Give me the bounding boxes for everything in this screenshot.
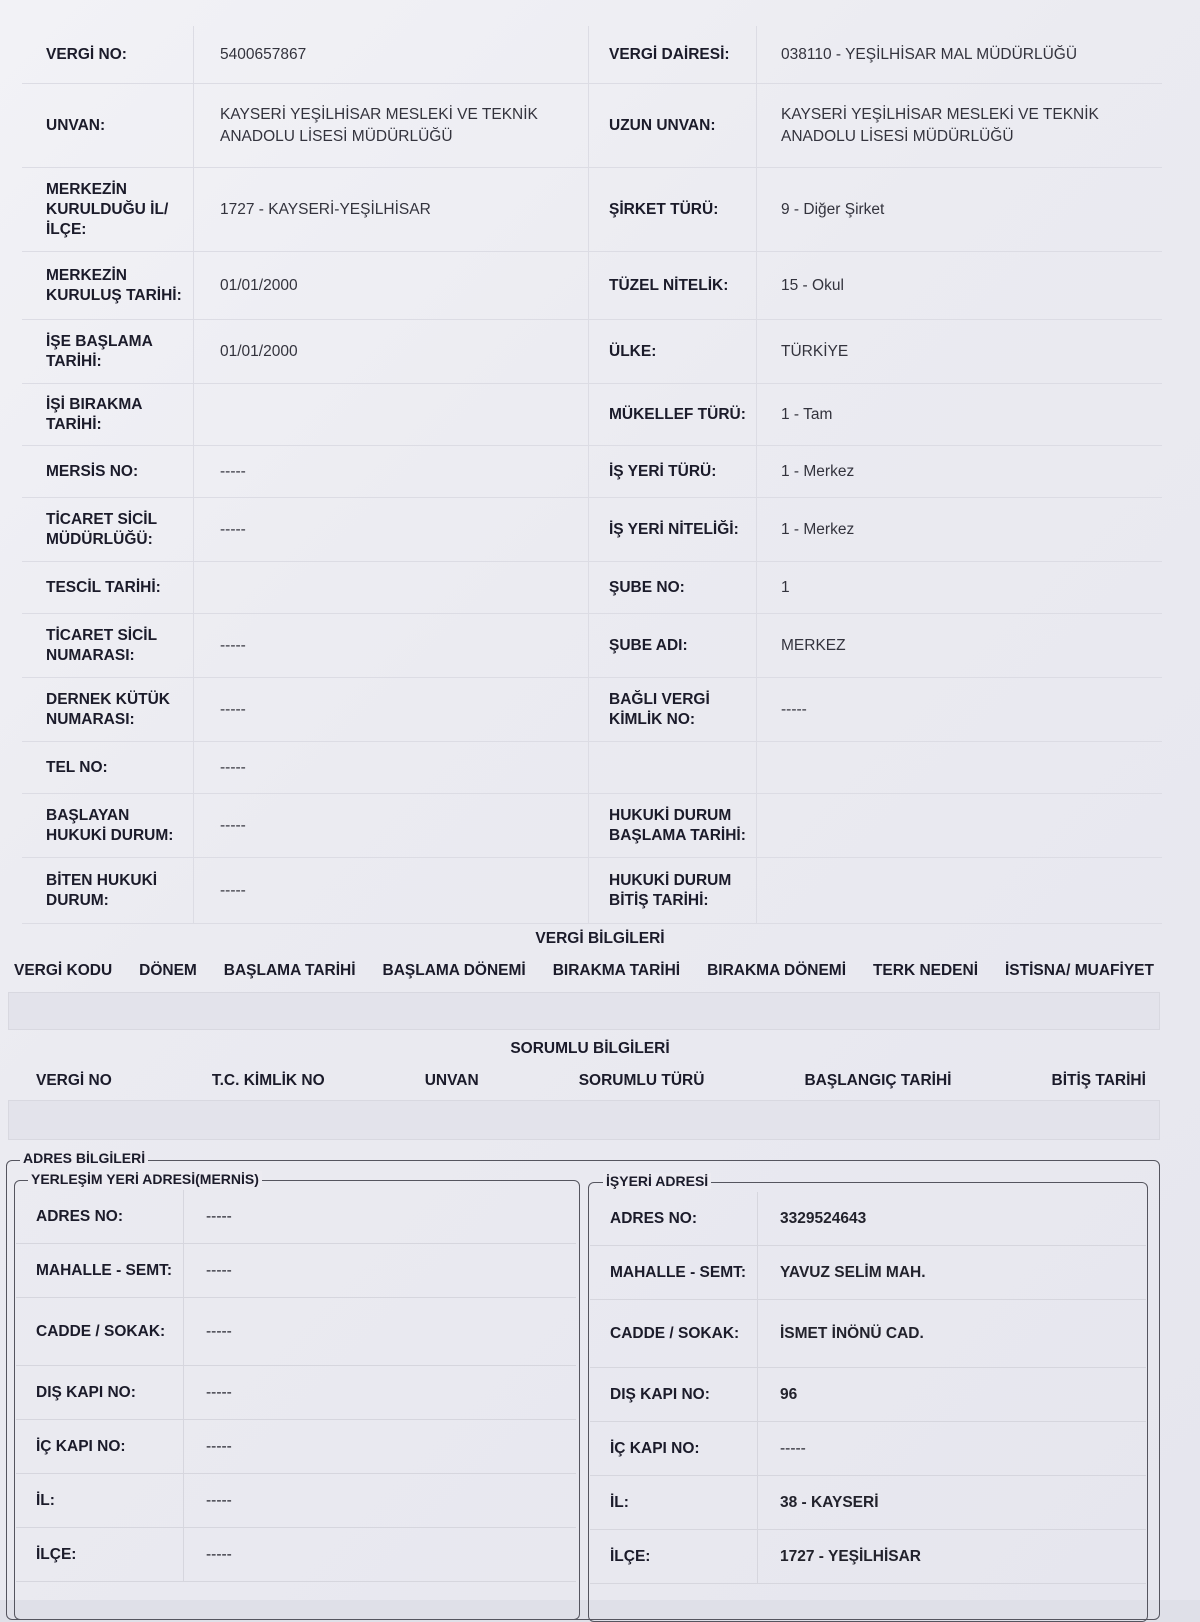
info-value: ----- bbox=[220, 520, 246, 538]
address-row bbox=[16, 1366, 576, 1420]
info-label-cell bbox=[589, 168, 757, 251]
info-value-cell bbox=[194, 562, 589, 613]
address-label bbox=[590, 1368, 758, 1421]
info-label-cell bbox=[589, 562, 757, 613]
info-label: TÜZEL NİTELİK: bbox=[609, 276, 729, 294]
address-label bbox=[590, 1476, 758, 1529]
info-value-cell bbox=[194, 678, 589, 741]
info-value-cell bbox=[194, 614, 589, 677]
info-label: TİCARET SİCİL MÜDÜRLÜĞÜ: bbox=[46, 510, 157, 548]
info-label-cell bbox=[589, 252, 757, 319]
info-value-cell bbox=[194, 742, 589, 793]
info-value: 1 - Tam bbox=[781, 405, 833, 423]
info-value-cell bbox=[194, 168, 589, 251]
address-value: 1727 - YEŞİLHİSAR bbox=[780, 1547, 921, 1565]
address-value: ----- bbox=[206, 1261, 232, 1279]
workplace-address-title: İŞYERİ ADRESİ bbox=[603, 1173, 711, 1189]
info-label-cell bbox=[22, 794, 194, 857]
address-label-text: İLÇE: bbox=[36, 1545, 77, 1563]
residence-address-table bbox=[16, 1190, 576, 1582]
info-label: HUKUKİ DURUM BİTİŞ TARİHİ: bbox=[609, 871, 732, 909]
info-label-cell bbox=[22, 858, 194, 923]
info-label-cell bbox=[589, 614, 757, 677]
column-header: UNVAN bbox=[424, 1072, 479, 1089]
info-value: ----- bbox=[781, 700, 807, 718]
address-row bbox=[590, 1192, 1146, 1246]
info-value: 1727 - KAYSERİ-YEŞİLHİSAR bbox=[220, 200, 431, 218]
info-row bbox=[22, 320, 1162, 384]
info-label-cell bbox=[589, 742, 757, 793]
column-header: BAŞLAMA DÖNEMİ bbox=[382, 962, 526, 979]
responsible-info-column-headers bbox=[36, 1072, 1146, 1090]
info-label-cell bbox=[22, 26, 194, 83]
info-value: 5400657867 bbox=[220, 45, 307, 63]
info-value: 1 - Merkez bbox=[781, 462, 855, 480]
info-value-cell bbox=[194, 320, 589, 383]
address-label-text: MAHALLE - SEMT: bbox=[36, 1261, 173, 1279]
address-row bbox=[590, 1246, 1146, 1300]
responsible-info-title: SORUMLU BİLGİLERİ bbox=[510, 1040, 670, 1057]
address-label bbox=[16, 1244, 184, 1297]
address-value: ----- bbox=[206, 1437, 232, 1455]
column-header: İSTİSNA/ MUAFİYET bbox=[1004, 962, 1154, 979]
address-value: 38 - KAYSERİ bbox=[780, 1493, 879, 1511]
info-value: 1 bbox=[781, 578, 790, 596]
tax-info-title: VERGİ BİLGİLERİ bbox=[535, 930, 665, 947]
info-label-cell bbox=[589, 384, 757, 445]
address-label-text: DIŞ KAPI NO: bbox=[610, 1385, 710, 1403]
info-row bbox=[22, 614, 1162, 678]
info-value: TÜRKİYE bbox=[781, 342, 849, 360]
info-value-cell bbox=[194, 252, 589, 319]
info-value-cell bbox=[757, 84, 1162, 167]
workplace-address-table bbox=[590, 1192, 1146, 1584]
info-row bbox=[22, 498, 1162, 562]
info-label-cell bbox=[22, 168, 194, 251]
info-label-cell bbox=[22, 742, 194, 793]
responsible-info-empty-band bbox=[8, 1100, 1160, 1140]
address-row bbox=[16, 1528, 576, 1582]
info-value-cell bbox=[757, 858, 1162, 923]
info-label: MERKEZİN KURULDUĞU İL/ İLÇE: bbox=[46, 180, 169, 238]
address-label bbox=[16, 1474, 184, 1527]
info-label-cell bbox=[22, 384, 194, 445]
info-value-cell bbox=[194, 794, 589, 857]
info-value: ----- bbox=[220, 462, 246, 480]
info-value: 15 - Okul bbox=[781, 276, 844, 294]
info-value-cell bbox=[194, 26, 589, 83]
address-label-text: İL: bbox=[610, 1493, 629, 1511]
info-label: MERSİS NO: bbox=[46, 462, 139, 480]
info-label-cell bbox=[22, 678, 194, 741]
info-value: ----- bbox=[220, 700, 246, 718]
address-label bbox=[16, 1298, 184, 1365]
info-label-cell bbox=[589, 794, 757, 857]
address-value: ----- bbox=[206, 1207, 232, 1225]
address-label-text: İÇ KAPI NO: bbox=[610, 1439, 700, 1457]
info-value-cell bbox=[757, 252, 1162, 319]
info-value-cell bbox=[194, 384, 589, 445]
address-row bbox=[590, 1530, 1146, 1584]
info-value-cell bbox=[757, 794, 1162, 857]
info-value-cell bbox=[194, 446, 589, 497]
column-header: TERK NEDENİ bbox=[872, 962, 979, 979]
address-label-text: ADRES NO: bbox=[610, 1209, 697, 1227]
info-label: TİCARET SİCİL NUMARASI: bbox=[46, 626, 157, 664]
info-value-cell bbox=[757, 562, 1162, 613]
address-value: ----- bbox=[780, 1439, 806, 1457]
info-label-cell bbox=[22, 614, 194, 677]
info-row bbox=[22, 26, 1162, 84]
column-header: VERGİ NO bbox=[36, 1072, 112, 1089]
info-label-cell bbox=[589, 678, 757, 741]
column-header: SORUMLU TÜRÜ bbox=[578, 1072, 705, 1089]
info-label: ŞUBE ADI: bbox=[609, 636, 688, 654]
info-label-cell bbox=[589, 446, 757, 497]
address-label-text: İÇ KAPI NO: bbox=[36, 1437, 126, 1455]
info-value-cell bbox=[757, 168, 1162, 251]
address-label-text: DIŞ KAPI NO: bbox=[36, 1383, 136, 1401]
info-row bbox=[22, 742, 1162, 794]
info-value-cell bbox=[757, 26, 1162, 83]
info-label: İŞİ BIRAKMA TARİHİ: bbox=[46, 395, 142, 433]
info-value: ----- bbox=[220, 816, 246, 834]
info-label: MERKEZİN KURULUŞ TARİHİ: bbox=[46, 266, 182, 304]
info-row bbox=[22, 446, 1162, 498]
address-label bbox=[590, 1530, 758, 1583]
info-value-cell bbox=[757, 498, 1162, 561]
address-row bbox=[16, 1474, 576, 1528]
info-row bbox=[22, 384, 1162, 446]
tax-info-column-headers bbox=[14, 962, 1154, 980]
info-label-cell bbox=[22, 562, 194, 613]
address-label-text: CADDE / SOKAK: bbox=[36, 1322, 166, 1340]
address-label bbox=[590, 1422, 758, 1475]
address-info-title: ADRES BİLGİLERİ bbox=[20, 1150, 148, 1166]
info-value-cell bbox=[757, 446, 1162, 497]
info-label: BAŞLAYAN HUKUKİ DURUM: bbox=[46, 806, 174, 844]
address-row bbox=[16, 1298, 576, 1366]
info-value-cell bbox=[757, 742, 1162, 793]
column-header: T.C. KİMLİK NO bbox=[211, 1072, 325, 1089]
info-row bbox=[22, 252, 1162, 320]
info-value: 9 - Diğer Şirket bbox=[781, 200, 885, 218]
info-label: ŞUBE NO: bbox=[609, 578, 685, 596]
info-label: İŞ YERİ NİTELİĞİ: bbox=[609, 520, 739, 538]
info-value: 01/01/2000 bbox=[220, 276, 298, 294]
info-row bbox=[22, 84, 1162, 168]
info-label: MÜKELLEF TÜRÜ: bbox=[609, 405, 746, 423]
info-label: BAĞLI VERGİ KİMLİK NO: bbox=[609, 690, 710, 728]
info-label: UNVAN: bbox=[46, 116, 106, 134]
info-label-cell bbox=[589, 498, 757, 561]
address-label bbox=[590, 1192, 758, 1245]
info-row bbox=[22, 168, 1162, 252]
info-label-cell bbox=[589, 84, 757, 167]
address-row bbox=[16, 1420, 576, 1474]
info-value: 038110 - YEŞİLHİSAR MAL MÜDÜRLÜĞÜ bbox=[781, 45, 1078, 63]
info-label: İŞ YERİ TÜRÜ: bbox=[609, 462, 717, 480]
address-value: ----- bbox=[206, 1545, 232, 1563]
info-label-cell bbox=[589, 858, 757, 923]
address-value: 96 bbox=[780, 1385, 798, 1403]
info-label-cell bbox=[22, 320, 194, 383]
info-value-cell bbox=[757, 320, 1162, 383]
info-label: TEL NO: bbox=[46, 758, 108, 776]
info-label: VERGİ DAİRESİ: bbox=[609, 45, 730, 63]
address-label-text: CADDE / SOKAK: bbox=[610, 1324, 740, 1342]
info-value-cell bbox=[757, 384, 1162, 445]
info-label: ÜLKE: bbox=[609, 342, 657, 360]
info-value: MERKEZ bbox=[781, 636, 846, 654]
address-value: ----- bbox=[206, 1322, 232, 1340]
info-label: VERGİ NO: bbox=[46, 45, 127, 63]
residence-address-title: YERLEŞİM YERİ ADRESİ(MERNİS) bbox=[28, 1171, 262, 1187]
address-label bbox=[590, 1246, 758, 1299]
column-header: BİTİŞ TARİHİ bbox=[1051, 1072, 1146, 1089]
info-label-cell bbox=[22, 84, 194, 167]
info-label-cell bbox=[22, 252, 194, 319]
address-label-text: İL: bbox=[36, 1491, 55, 1509]
address-value: ----- bbox=[206, 1491, 232, 1509]
address-label bbox=[16, 1190, 184, 1243]
address-value: ----- bbox=[206, 1383, 232, 1401]
address-row bbox=[16, 1244, 576, 1298]
info-label: İŞE BAŞLAMA TARİHİ: bbox=[46, 332, 153, 370]
address-row bbox=[590, 1422, 1146, 1476]
column-header: VERGİ KODU bbox=[14, 962, 113, 979]
address-label bbox=[16, 1420, 184, 1473]
address-row bbox=[590, 1368, 1146, 1422]
address-label bbox=[16, 1528, 184, 1581]
info-value-cell bbox=[194, 84, 589, 167]
address-row bbox=[590, 1476, 1146, 1530]
info-label-cell bbox=[589, 26, 757, 83]
column-header: DÖNEM bbox=[139, 962, 197, 979]
general-info-table bbox=[22, 26, 1162, 924]
address-label-text: İLÇE: bbox=[610, 1547, 651, 1565]
info-label-cell bbox=[22, 446, 194, 497]
info-label: UZUN UNVAN: bbox=[609, 116, 716, 134]
info-value-cell bbox=[194, 498, 589, 561]
address-label-text: MAHALLE - SEMT: bbox=[610, 1263, 747, 1281]
info-value: ----- bbox=[220, 758, 246, 776]
address-label bbox=[590, 1300, 758, 1367]
info-label: BİTEN HUKUKİ DURUM: bbox=[46, 871, 158, 909]
address-value: İSMET İNÖNÜ CAD. bbox=[780, 1324, 924, 1342]
address-row bbox=[590, 1300, 1146, 1368]
info-label: DERNEK KÜTÜK NUMARASI: bbox=[46, 690, 170, 728]
address-value: 3329524643 bbox=[780, 1209, 867, 1227]
info-value: ----- bbox=[220, 881, 246, 899]
info-value: 01/01/2000 bbox=[220, 342, 298, 360]
column-header: BIRAKMA TARİHİ bbox=[552, 962, 681, 979]
info-row bbox=[22, 562, 1162, 614]
column-header: BIRAKMA DÖNEMİ bbox=[707, 962, 846, 979]
address-label bbox=[16, 1366, 184, 1419]
info-value: KAYSERİ YEŞİLHİSAR MESLEKİ VE TEKNİK ANADOLU LİSESİ MÜDÜRLÜĞÜ bbox=[220, 105, 538, 145]
info-value-cell bbox=[194, 858, 589, 923]
tax-info-empty-band bbox=[8, 992, 1160, 1030]
info-value-cell bbox=[757, 678, 1162, 741]
info-label: HUKUKİ DURUM BAŞLAMA TARİHİ: bbox=[609, 806, 746, 844]
info-row bbox=[22, 794, 1162, 858]
info-value: ----- bbox=[220, 636, 246, 654]
info-label-cell bbox=[589, 320, 757, 383]
column-header: BAŞLAMA TARİHİ bbox=[223, 962, 356, 979]
address-value: YAVUZ SELİM MAH. bbox=[780, 1263, 926, 1281]
info-row bbox=[22, 678, 1162, 742]
address-row bbox=[16, 1190, 576, 1244]
column-header: BAŞLANGIÇ TARİHİ bbox=[804, 1072, 952, 1089]
info-label-cell bbox=[22, 498, 194, 561]
info-row bbox=[22, 858, 1162, 924]
info-label: ŞİRKET TÜRÜ: bbox=[609, 200, 719, 218]
info-value: KAYSERİ YEŞİLHİSAR MESLEKİ VE TEKNİK ANADOLU LİSESİ MÜDÜRLÜĞÜ bbox=[781, 105, 1099, 145]
info-value: 1 - Merkez bbox=[781, 520, 855, 538]
info-value-cell bbox=[757, 614, 1162, 677]
address-label-text: ADRES NO: bbox=[36, 1207, 123, 1225]
info-label: TESCİL TARİHİ: bbox=[46, 578, 161, 596]
